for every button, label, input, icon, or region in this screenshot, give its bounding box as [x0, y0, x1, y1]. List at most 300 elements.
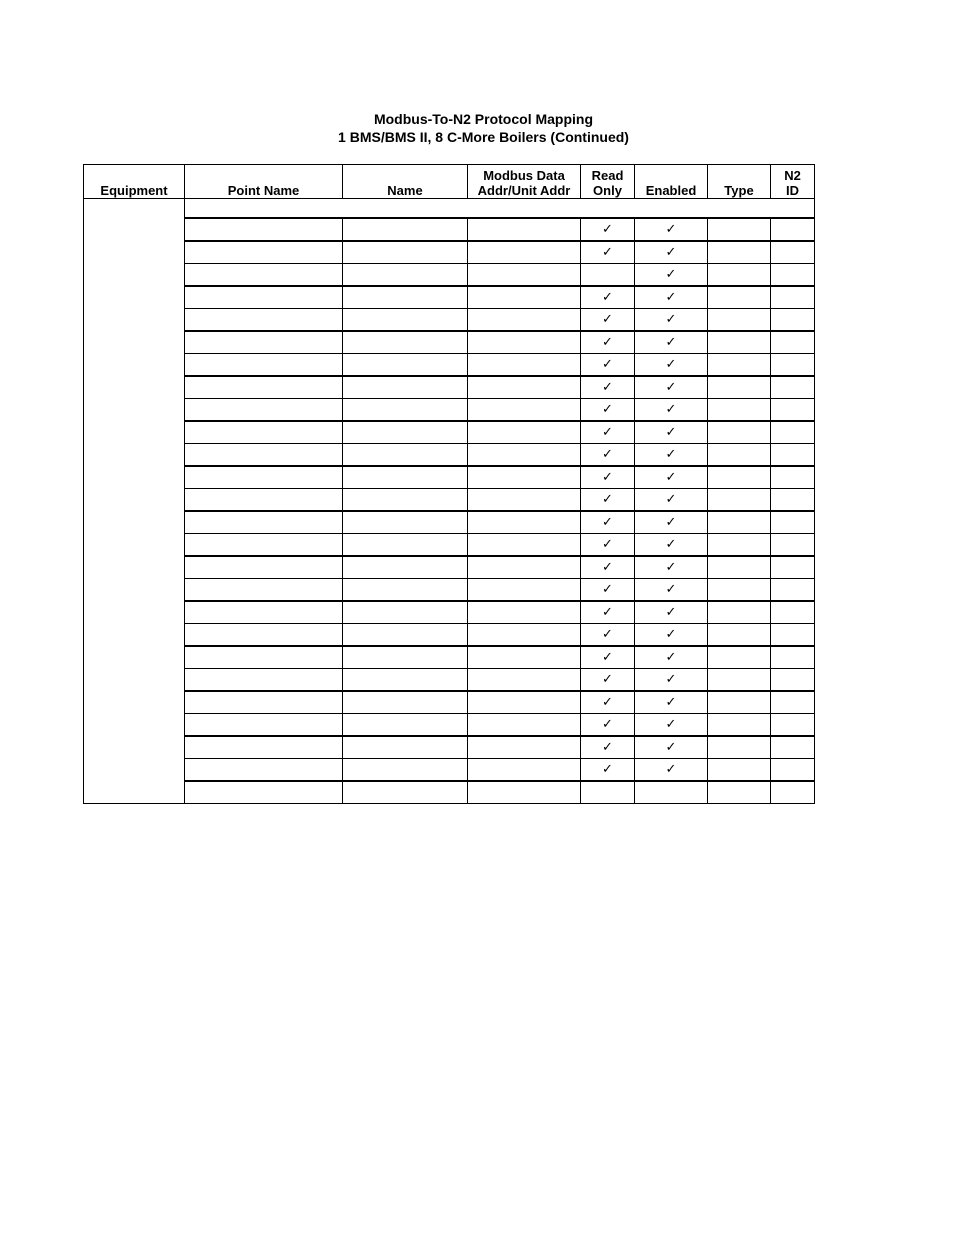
name-cell [343, 601, 468, 624]
checkmark-icon: ✓ [665, 402, 677, 417]
name-cell [343, 646, 468, 669]
table-row [84, 444, 815, 467]
name-cell [343, 218, 468, 241]
n2-id-cell [771, 264, 815, 287]
table-row [84, 264, 815, 287]
header-enabled: Enabled [635, 165, 708, 199]
equipment-cell [84, 759, 185, 782]
checkmark-icon: ✓ [665, 470, 677, 485]
equipment-cell [84, 421, 185, 444]
document-subtitle: 1 BMS/BMS II, 8 C-More Boilers (Continued) [338, 129, 629, 145]
read-only-cell [581, 218, 635, 241]
checkmark-icon: ✓ [665, 650, 677, 665]
enabled-cell [635, 286, 708, 309]
modbus-addr-cell [468, 646, 581, 669]
read-only-cell [581, 264, 635, 287]
read-only-cell [581, 286, 635, 309]
name-cell [343, 444, 468, 467]
type-cell [708, 534, 771, 557]
point-name-cell [185, 669, 343, 692]
modbus-addr-cell [468, 601, 581, 624]
point-name-cell [185, 466, 343, 489]
checkmark-icon: ✓ [602, 245, 613, 260]
type-cell [708, 624, 771, 647]
checkmark-icon: ✓ [665, 537, 677, 552]
equipment-cell [84, 556, 185, 579]
modbus-addr-cell [468, 714, 581, 737]
type-cell [708, 511, 771, 534]
checkmark-icon: ✓ [602, 695, 613, 710]
name-cell [343, 624, 468, 647]
enabled-cell [635, 399, 708, 422]
checkmark-icon: ✓ [665, 447, 677, 462]
read-only-cell [581, 579, 635, 602]
equipment-cell [84, 444, 185, 467]
equipment-cell [84, 466, 185, 489]
table-row [84, 376, 815, 399]
n2-id-cell [771, 691, 815, 714]
n2-id-cell [771, 466, 815, 489]
n2-id-cell [771, 376, 815, 399]
read-only-cell [581, 331, 635, 354]
name-cell [343, 421, 468, 444]
modbus-addr-cell [468, 556, 581, 579]
checkmark-icon: ✓ [665, 312, 677, 327]
read-only-cell [581, 444, 635, 467]
modbus-addr-cell [468, 331, 581, 354]
equipment-cell [84, 199, 185, 219]
table-body [84, 199, 815, 804]
n2-id-cell [771, 781, 815, 804]
name-cell [343, 669, 468, 692]
read-only-cell [581, 534, 635, 557]
modbus-addr-cell [468, 781, 581, 804]
checkmark-icon: ✓ [665, 267, 677, 282]
checkmark-icon: ✓ [665, 425, 677, 440]
modbus-addr-cell [468, 218, 581, 241]
table-row [84, 354, 815, 377]
point-name-cell [185, 354, 343, 377]
point-name-cell [185, 421, 343, 444]
n2-id-cell [771, 331, 815, 354]
enabled-cell [635, 759, 708, 782]
n2-id-cell [771, 399, 815, 422]
type-cell [708, 489, 771, 512]
read-only-cell [581, 736, 635, 759]
read-only-cell [581, 601, 635, 624]
checkmark-icon: ✓ [665, 290, 677, 305]
read-only-cell [581, 376, 635, 399]
read-only-cell [581, 354, 635, 377]
enabled-cell [635, 331, 708, 354]
checkmark-icon: ✓ [602, 717, 613, 732]
modbus-addr-cell [468, 489, 581, 512]
point-name-cell [185, 534, 343, 557]
point-name-cell [185, 286, 343, 309]
equipment-cell [84, 691, 185, 714]
mapping-grid [83, 164, 815, 804]
modbus-addr-cell [468, 444, 581, 467]
table-row [84, 331, 815, 354]
checkmark-icon: ✓ [665, 380, 677, 395]
checkmark-icon: ✓ [665, 335, 677, 350]
checkmark-icon: ✓ [602, 515, 613, 530]
enabled-cell [635, 444, 708, 467]
point-name-cell [185, 691, 343, 714]
checkmark-icon: ✓ [665, 582, 677, 597]
read-only-cell [581, 714, 635, 737]
name-cell [343, 781, 468, 804]
checkmark-icon: ✓ [602, 357, 613, 372]
equipment-cell [84, 646, 185, 669]
header-name: Name [343, 165, 468, 199]
point-name-cell [185, 601, 343, 624]
point-name-cell [185, 579, 343, 602]
read-only-cell [581, 421, 635, 444]
equipment-cell [84, 331, 185, 354]
checkmark-icon: ✓ [665, 762, 677, 777]
type-cell [708, 466, 771, 489]
checkmark-icon: ✓ [602, 402, 613, 417]
modbus-addr-cell [468, 534, 581, 557]
table-row [84, 624, 815, 647]
equipment-cell [84, 669, 185, 692]
name-cell [343, 241, 468, 264]
name-cell [343, 376, 468, 399]
equipment-cell [84, 309, 185, 332]
modbus-addr-cell [468, 399, 581, 422]
read-only-cell [581, 241, 635, 264]
n2-id-cell [771, 489, 815, 512]
name-cell [343, 286, 468, 309]
type-cell [708, 736, 771, 759]
equipment-cell [84, 601, 185, 624]
protocol-mapping-table [83, 164, 814, 788]
name-cell [343, 534, 468, 557]
enabled-cell [635, 354, 708, 377]
name-cell [343, 331, 468, 354]
read-only-cell [581, 309, 635, 332]
read-only-cell [581, 624, 635, 647]
enabled-cell [635, 669, 708, 692]
checkmark-icon: ✓ [602, 672, 613, 687]
type-cell [708, 556, 771, 579]
modbus-addr-cell [468, 421, 581, 444]
checkmark-icon: ✓ [602, 560, 613, 575]
point-name-cell [185, 714, 343, 737]
enabled-cell [635, 264, 708, 287]
checkmark-icon: ✓ [602, 537, 613, 552]
point-name-cell [185, 646, 343, 669]
point-name-cell [185, 736, 343, 759]
modbus-addr-cell [468, 669, 581, 692]
checkmark-icon: ✓ [602, 740, 613, 755]
type-cell [708, 331, 771, 354]
type-cell [708, 759, 771, 782]
name-cell [343, 579, 468, 602]
header-modbus-addr: Modbus Data Addr/Unit Addr [468, 165, 581, 199]
enabled-cell [635, 309, 708, 332]
table-row [84, 241, 815, 264]
equipment-cell [84, 624, 185, 647]
spacer-cell [185, 199, 815, 219]
equipment-cell [84, 736, 185, 759]
checkmark-icon: ✓ [602, 650, 613, 665]
name-cell [343, 466, 468, 489]
enabled-cell [635, 511, 708, 534]
table-row [84, 669, 815, 692]
modbus-addr-cell [468, 466, 581, 489]
point-name-cell [185, 309, 343, 332]
header-type: Type [708, 165, 771, 199]
checkmark-icon: ✓ [665, 222, 677, 237]
type-cell [708, 444, 771, 467]
point-name-cell [185, 781, 343, 804]
type-cell [708, 309, 771, 332]
table-row [84, 781, 815, 804]
checkmark-icon: ✓ [602, 335, 613, 350]
table-row [84, 534, 815, 557]
modbus-addr-cell [468, 264, 581, 287]
table-row [84, 286, 815, 309]
n2-id-cell [771, 714, 815, 737]
type-cell [708, 714, 771, 737]
type-cell [708, 241, 771, 264]
enabled-cell [635, 376, 708, 399]
header-n2-id: N2 ID [771, 165, 815, 199]
n2-id-cell [771, 218, 815, 241]
checkmark-icon: ✓ [665, 695, 677, 710]
enabled-cell [635, 218, 708, 241]
table-row [84, 759, 815, 782]
n2-id-cell [771, 534, 815, 557]
read-only-cell [581, 669, 635, 692]
read-only-cell [581, 646, 635, 669]
checkmark-icon: ✓ [602, 605, 613, 620]
table-row [84, 421, 815, 444]
type-cell [708, 264, 771, 287]
table-row [84, 399, 815, 422]
read-only-cell [581, 691, 635, 714]
name-cell [343, 759, 468, 782]
point-name-cell [185, 759, 343, 782]
checkmark-icon: ✓ [602, 470, 613, 485]
name-cell [343, 691, 468, 714]
checkmark-icon: ✓ [602, 447, 613, 462]
type-cell [708, 646, 771, 669]
name-cell [343, 511, 468, 534]
table-row [84, 489, 815, 512]
checkmark-icon: ✓ [602, 312, 613, 327]
type-cell [708, 781, 771, 804]
point-name-cell [185, 399, 343, 422]
point-name-cell [185, 444, 343, 467]
point-name-cell [185, 489, 343, 512]
equipment-cell [84, 241, 185, 264]
n2-id-cell [771, 624, 815, 647]
n2-id-cell [771, 241, 815, 264]
read-only-cell [581, 781, 635, 804]
modbus-addr-cell [468, 691, 581, 714]
equipment-cell [84, 781, 185, 804]
read-only-cell [581, 556, 635, 579]
equipment-cell [84, 399, 185, 422]
modbus-addr-cell [468, 286, 581, 309]
type-cell [708, 354, 771, 377]
type-cell [708, 421, 771, 444]
n2-id-cell [771, 421, 815, 444]
checkmark-icon: ✓ [602, 222, 613, 237]
checkmark-icon: ✓ [665, 245, 677, 260]
n2-id-cell [771, 579, 815, 602]
read-only-cell [581, 466, 635, 489]
table-row [84, 218, 815, 241]
point-name-cell [185, 218, 343, 241]
document-title: Modbus-To-N2 Protocol Mapping [373, 111, 594, 127]
name-cell [343, 354, 468, 377]
equipment-cell [84, 534, 185, 557]
n2-id-cell [771, 669, 815, 692]
enabled-cell [635, 714, 708, 737]
name-cell [343, 489, 468, 512]
equipment-cell [84, 489, 185, 512]
point-name-cell [185, 376, 343, 399]
table-row [84, 466, 815, 489]
name-cell [343, 714, 468, 737]
equipment-cell [84, 579, 185, 602]
checkmark-icon: ✓ [602, 582, 613, 597]
n2-id-cell [771, 511, 815, 534]
read-only-cell [581, 399, 635, 422]
checkmark-icon: ✓ [665, 515, 677, 530]
point-name-cell [185, 331, 343, 354]
type-cell [708, 579, 771, 602]
header-row [84, 165, 815, 199]
table-row [84, 714, 815, 737]
table-row [84, 556, 815, 579]
checkmark-icon: ✓ [602, 492, 613, 507]
modbus-addr-cell [468, 579, 581, 602]
n2-id-cell [771, 646, 815, 669]
read-only-cell [581, 759, 635, 782]
enabled-cell [635, 601, 708, 624]
equipment-cell [84, 286, 185, 309]
name-cell [343, 399, 468, 422]
table-row [84, 646, 815, 669]
point-name-cell [185, 556, 343, 579]
n2-id-cell [771, 286, 815, 309]
enabled-cell [635, 556, 708, 579]
equipment-cell [84, 264, 185, 287]
point-name-cell [185, 624, 343, 647]
type-cell [708, 218, 771, 241]
table-row [84, 309, 815, 332]
n2-id-cell [771, 354, 815, 377]
type-cell [708, 286, 771, 309]
checkmark-icon: ✓ [602, 425, 613, 440]
n2-id-cell [771, 556, 815, 579]
enabled-cell [635, 421, 708, 444]
modbus-addr-cell [468, 309, 581, 332]
table-row [84, 691, 815, 714]
checkmark-icon: ✓ [665, 740, 677, 755]
modbus-addr-cell [468, 511, 581, 534]
name-cell [343, 556, 468, 579]
enabled-cell [635, 624, 708, 647]
n2-id-cell [771, 444, 815, 467]
type-cell [708, 376, 771, 399]
n2-id-cell [771, 736, 815, 759]
point-name-cell [185, 264, 343, 287]
point-name-cell [185, 511, 343, 534]
type-cell [708, 691, 771, 714]
header-read-only: Read Only [581, 165, 635, 199]
checkmark-icon: ✓ [665, 560, 677, 575]
enabled-cell [635, 489, 708, 512]
checkmark-icon: ✓ [665, 492, 677, 507]
enabled-cell [635, 691, 708, 714]
equipment-cell [84, 376, 185, 399]
modbus-addr-cell [468, 759, 581, 782]
read-only-cell [581, 489, 635, 512]
checkmark-icon: ✓ [602, 380, 613, 395]
modbus-addr-cell [468, 241, 581, 264]
checkmark-icon: ✓ [602, 627, 613, 642]
spacer-row [84, 199, 815, 219]
table-row [84, 736, 815, 759]
modbus-addr-cell [468, 624, 581, 647]
checkmark-icon: ✓ [602, 762, 613, 777]
n2-id-cell [771, 309, 815, 332]
checkmark-icon: ✓ [665, 605, 677, 620]
type-cell [708, 601, 771, 624]
enabled-cell [635, 466, 708, 489]
name-cell [343, 309, 468, 332]
checkmark-icon: ✓ [602, 290, 613, 305]
enabled-cell [635, 241, 708, 264]
header-equipment: Equipment [84, 165, 185, 199]
type-cell [708, 399, 771, 422]
modbus-addr-cell [468, 736, 581, 759]
equipment-cell [84, 218, 185, 241]
modbus-addr-cell [468, 376, 581, 399]
equipment-cell [84, 354, 185, 377]
enabled-cell [635, 781, 708, 804]
name-cell [343, 736, 468, 759]
enabled-cell [635, 579, 708, 602]
equipment-cell [84, 714, 185, 737]
equipment-cell [84, 511, 185, 534]
n2-id-cell [771, 759, 815, 782]
checkmark-icon: ✓ [665, 357, 677, 372]
n2-id-cell [771, 601, 815, 624]
enabled-cell [635, 736, 708, 759]
point-name-cell [185, 241, 343, 264]
table-row [84, 579, 815, 602]
checkmark-icon: ✓ [665, 627, 677, 642]
table-row [84, 511, 815, 534]
table-row [84, 601, 815, 624]
enabled-cell [635, 534, 708, 557]
checkmark-icon: ✓ [665, 672, 677, 687]
enabled-cell [635, 646, 708, 669]
name-cell [343, 264, 468, 287]
header-point-name: Point Name [185, 165, 343, 199]
type-cell [708, 669, 771, 692]
read-only-cell [581, 511, 635, 534]
modbus-addr-cell [468, 354, 581, 377]
checkmark-icon: ✓ [665, 717, 677, 732]
